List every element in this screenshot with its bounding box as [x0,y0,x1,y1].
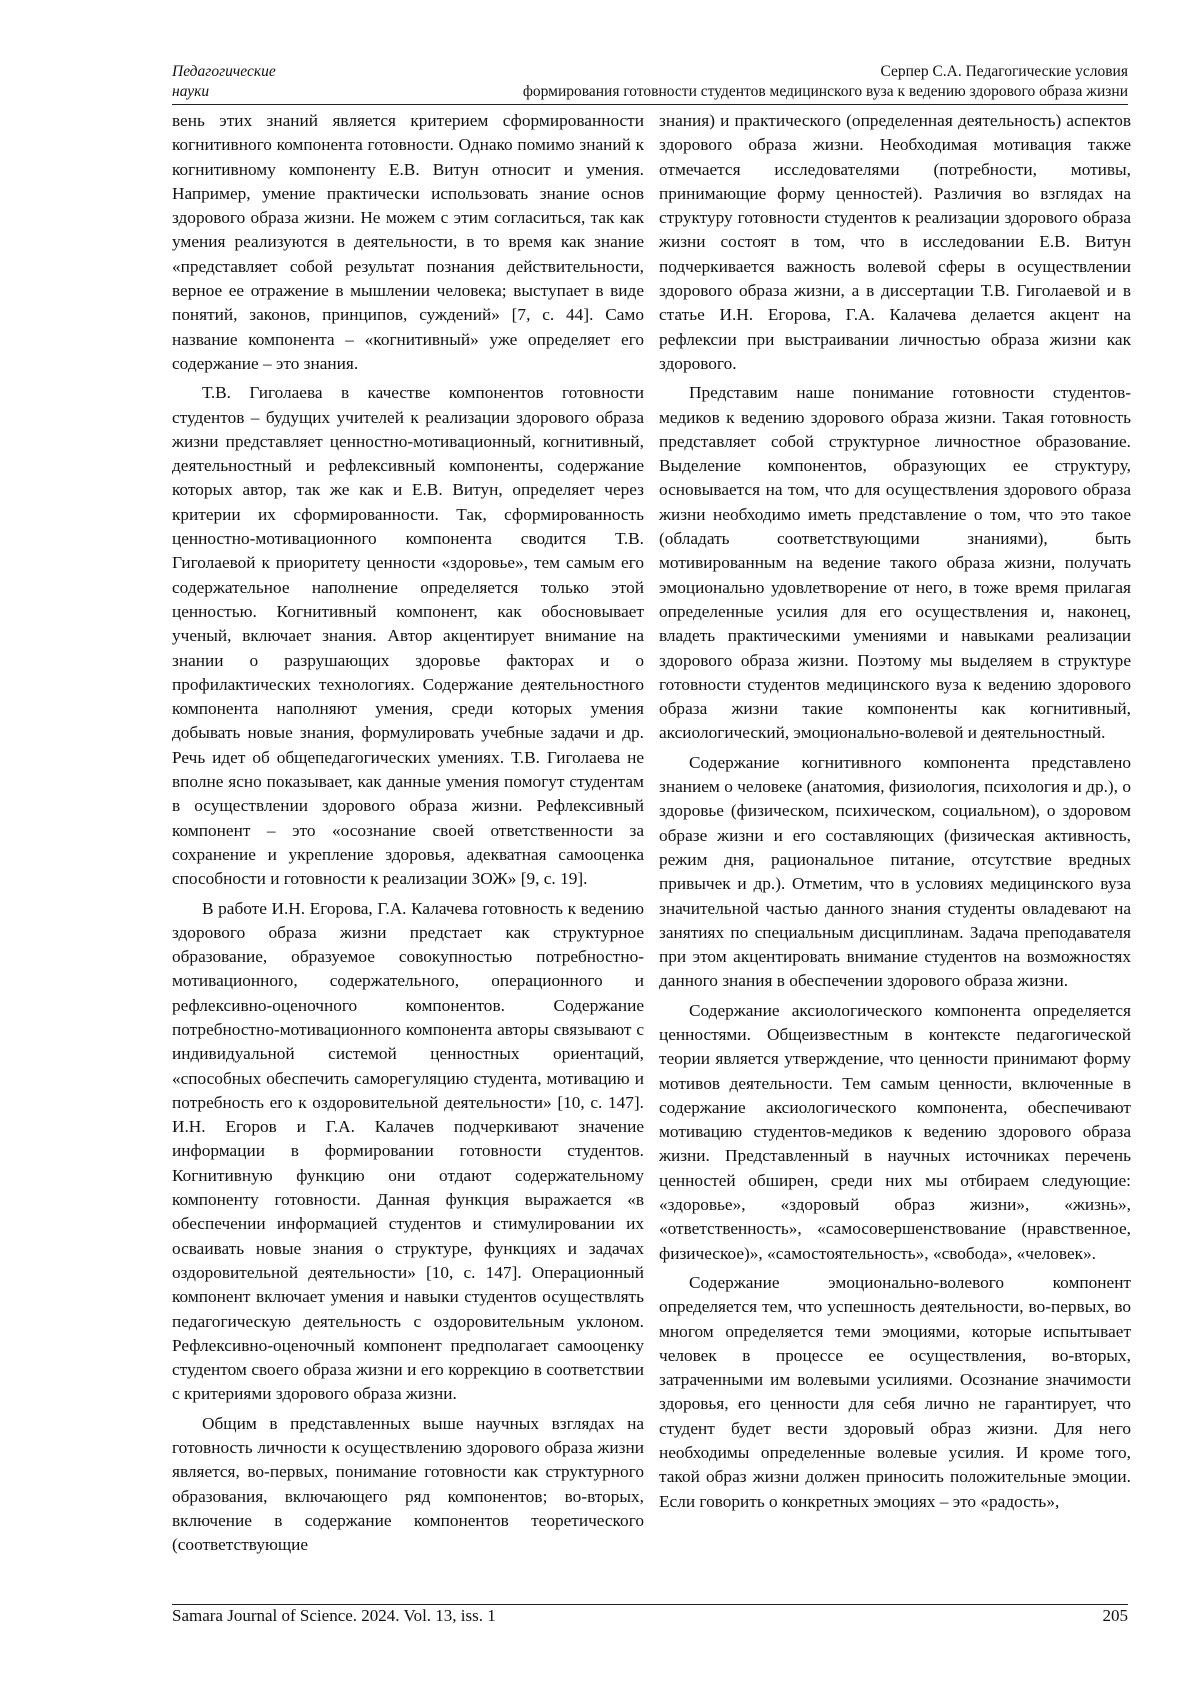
section-label [172,62,276,102]
article-title-line2: формирования готовности студентов медицинского вуза к ведению здорового образа жизни [522,83,1128,100]
page-number: 205 [1102,1606,1128,1625]
journal-citation: Samara Journal of Science. 2024. Vol. 13, iss. 1 [172,1606,496,1625]
running-header [172,60,1128,106]
header-rule [172,104,1128,105]
paragraph: Содержание аксиологического компонента определяется ценностями. Общеизвестным в контексте педагогической теории является утверждение, что ценности принимают форму мотивов деятельности. Тем самым ценности, включенные в содержание аксиологического компонента, обеспечивают мотивацию студентов-медиков к ведению здорового образа жизни. Представленный в научных источниках перечень ценностей обширен, среди них мы отбираем следующие: «здоровье», «здоровый образ жизни», «жизнь», «ответственность», «самосовершенствование (нравственное, физическое)», «самостоятельность», «свобода», «человек». [659,1000,1131,1263]
paragraph: Содержание когнитивного компонента представлено знанием о человеке (анатомия, физиология, психология и др.), о здоровье (физическом, психическом, социальном), о здоровом образе жизни и его составляющих (физическая активность, режим дня, рациональное питание, отсутствие вредных привычек и др.). Отметим, что в условиях медицинского вуза значительной частью данного знания студенты овладевают на занятиях по специальным дисциплинам. Задача преподавателя при этом акцентировать внимание студентов на возможностях данного знания в обеспечении здорового образа жизни. [659,752,1131,991]
paragraph: В работе И.Н. Егорова, Г.А. Калачева готовность к ведению здорового образа жизни предстает как структурное образование, образуемое совокупностью потребностно-мотивационного, содержательного, операционного и рефлексивно-оценочного компонентов. Содержание потребностно-мотивационного компонента авторы связывают с индивидуальной системой ценностных ориентаций, «способных обеспечить саморегуляцию студента, мотивацию и потребность его к оздоровительной деятельности» [10, с. 147]. И.Н. Егоров и Г.А. Калачев подчеркивают значение информации в формировании готовности студентов. Когнитивную функцию они отдают содержательному компоненту готовности. Данная функция выражается «в обеспечении информацией студентов и стимулировании их осваивать новые знания о структуре, функциях и задачах оздоровительной деятельности» [10, с. 147]. Операционный компонент включает умения и навыки студентов осуществлять педагогическую деятельность с оздоровительным уклоном. Рефлексивно-оценочный компонент предполагает самооценку студентом своего образа жизни и его коррекцию в соответствии с критериями здорового образа жизни. [172,898,644,1404]
paragraph: знания) и практического (определенная деятельность) аспектов здорового образа жизни. Необходимая мотивация также отмечается исследователями (потребности, мотивы, принимающие форму ценностей). Различия во взглядах на структуру готовности студентов к реализации здорового образа жизни состоят в том, что в исследовании Е.В. Витун подчеркивается важность волевой сферы в осуществлении здорового образа жизни, а в диссертации Т.В. Гиголаевой и в статье И.Н. Егорова, Г.А. Калачева делается акцент на рефлексии при выстраивании личностью образа жизни как здорового. [659,111,1131,373]
article-title [523,62,1128,102]
paragraph: вень этих знаний является критерием сформированности когнитивного компонента готовности. Однако помимо знаний к когнитивному компоненту Е.В. Витун относит и умения. Например, умение практически использовать знание основ здорового образа жизни. Не можем с этим согласиться, так как умения реализуются в деятельности, в то время как знание «представляет собой результат познания действительности, верное ее отражение в мышлении человека; выступает в виде понятий, законов, принципов, суждений» [7, с. 44]. Само название компонента – «когнитивный» уже определяет его содержание – это знания. [172,111,644,373]
paragraph: Представим наше понимание готовности студентов-медиков к ведению здорового образа жизни. Такая готовность представляет собой структурное личностное образование. Выделение компонентов, образующих ее структуру, основывается на том, что для осуществления здорового образа жизни необходимо иметь представление о том, что это такое (обладать соответствующими знаниями), быть мотивированным на ведение такого образа жизни, получать эмоционально удовлетворение от него, в тоже время прилагая определенные усилия для его осуществления и, наконец, владеть практическими умениями и навыками реализации здорового образа жизни. Поэтому мы выделяем в структуре готовности студентов медицинского вуза к ведению здорового образа жизни такие компоненты как когнитивный, аксиологический, эмоционально-волевой и деятельностный. [659,383,1131,743]
section-label-line1: Педагогические [172,63,276,80]
section-label-line2: науки [172,83,210,100]
article-title-line1: Серпер С.А. Педагогические условия [880,63,1128,80]
paragraph: Общим в представленных выше научных взглядах на готовность личности к осуществлению здорового образа жизни является, во-первых, понимание готовности как структурного образования, включающего ряд компонентов; во-вторых, включение в содержание компонентов теоретического (соответствующие [172,1413,644,1555]
paragraph: Содержание эмоционально-волевого компонент определяется тем, что успешность деятельности, во-первых, во многом определяется теми эмоциями, которые испытывает человек в процессе ее осуществления, во-вторых, затраченными им волевыми усилиями. Осознание значимости здоровья, его ценности для себя лично не гарантирует, что студент будет вести здоровый образ жизни. Для него необходимы определенные волевые усилия. И кроме того, такой образ жизни должен приносить положительные эмоции. Если говорить о конкретных эмоциях – это «радость», [659,1272,1131,1511]
right-column [659,109,1131,1519]
left-column [172,109,644,1563]
paragraph: Т.В. Гиголаева в качестве компонентов готовности студентов – будущих учителей к реализации здорового образа жизни представляет ценностно-мотивационный, когнитивный, деятельностный и рефлексивный компоненты, содержание которых автор, так же как и Е.В. Витун, определяет через критерии их сформированности. Так, сформированность ценностно-мотивационного компонента сводится Т.В. Гиголаевой к приоритету ценности «здоровье», тем самым его содержательное наполнение определяется только этой ценностью. Когнитивный компонент, как обосновывает ученый, включает знания. Автор акцентирует внимание на знании о разрушающих здоровье факторах и о профилактических технологиях. Содержание деятельностного компонента наполняют умения, среди которых умения добывать новые знания, формулировать учебные задачи и др. Речь идет об общепедагогических умениях. Т.В. Гиголаева не вполне ясно показывает, как данные умения помогут студентам в осуществлении здорового образа жизни. Рефлексивный компонент – это «осознание своей ответственности за сохранение и укрепление здоровья, адекватная самооценка способности и готовности к реализации ЗОЖ» [9, с. 19]. [172,383,644,889]
